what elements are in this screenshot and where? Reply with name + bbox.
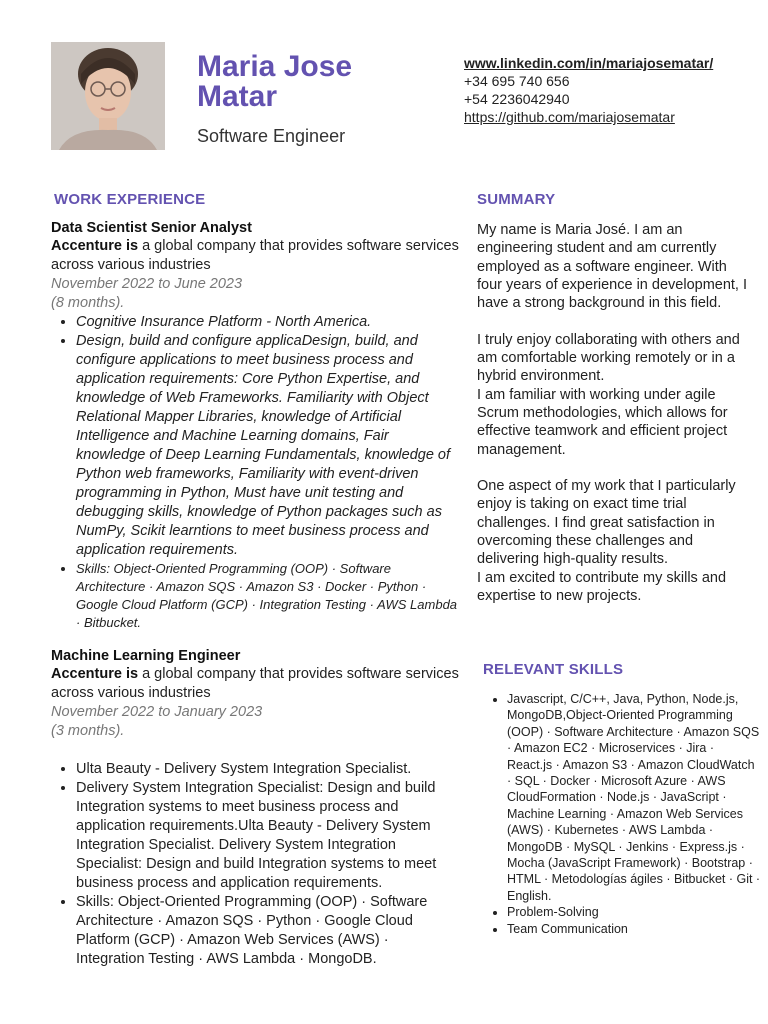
job-1-duration: (8 months). [51, 295, 125, 311]
phone-1: +34 695 740 656 [464, 73, 570, 89]
summary-paragraph-2: I truly enjoy collaborating with others and am comfortable working remotely or in a hybrid environment. [477, 331, 740, 385]
skills-heading: RELEVANT SKILLS [483, 661, 624, 678]
job-1-dates: November 2022 to June 2023 [51, 276, 243, 292]
job-1 [51, 219, 461, 632]
job-2-title: Machine Learning Engineer [51, 648, 241, 664]
linkedin-link[interactable]: www.linkedin.com/in/mariajosematar/ [464, 55, 714, 71]
list-item: • Team Communication [507, 921, 762, 937]
job-2-duration: (3 months). [51, 723, 125, 739]
job-title-header: Software Engineer [197, 126, 346, 146]
job-1-bullets [51, 313, 461, 632]
list-item: • Skills: Object-Oriented Programming (OOP) · Software Architecture · Amazon SQS · Amazon S3 · Docker · Python · Google Cloud Platform (GCP) · Integration Testing · AWS Lambda · Bitbucket. [76, 560, 461, 632]
name-line-1: Maria Jose [197, 50, 353, 83]
summary-paragraph-1: My name is Maria José. I am an engineering student and am currently employed as a software engineer. With four years of experience in development, I have a strong background in this field. [477, 222, 748, 312]
job-2-dates: November 2022 to January 2023 [51, 704, 263, 720]
spacer [477, 312, 747, 330]
job-1-company [51, 237, 461, 275]
summary-paragraph-4: One aspect of my work that I particularly enjoy is taking on exact time trial challenges. I find great satisfaction in overcoming these challenges and delivering high-quality results. [477, 478, 736, 568]
list-item: • Skills: Object-Oriented Programming (OOP) · Software Architecture · Amazon SQS · Python · Google Cloud Platform (GCP) · Amazon Web Services (AWS) · Integration Testing · AWS Lambda · MongoDB. [76, 893, 461, 969]
job-1-company-bold: Accenture is [51, 238, 139, 254]
job-2-company-rest: a global company that provides software services across various industries [51, 666, 459, 701]
job-1-company-rest: a global company that provides software services across various industries [51, 238, 459, 273]
name-line-2: Matar [197, 80, 278, 113]
list-item: • Design, build and configure applicaDesign, build, and configure applications to meet business process and application requirements: Core Python Expertise, and knowledge of Web Frameworks. Familiarity with Object Relational Mapper Libraries, knowledge of Artificial Intelligence and Machine Learning domains, Fair knowledge of Deep Learning Fundamentals, knowledge of Python web frameworks, Familiarity with event-driven programming in Python, Must have unit testing and debugging skills, knowledge of Python packages such as NumPy, Scikit learntions to meet business process and application requirements. [76, 332, 461, 560]
summary-paragraph-3: I am familiar with working under agile Scrum methodologies, which allows for effective teamwork and efficient project management. [477, 386, 728, 458]
job-2-bullets [51, 760, 461, 969]
github-link[interactable]: https://github.com/mariajosematar [464, 109, 675, 125]
summary-heading: SUMMARY [477, 191, 556, 208]
phone-2: +54 2236042940 [464, 91, 570, 107]
profile-photo [51, 42, 165, 150]
list-item: • Ulta Beauty - Delivery System Integration Specialist. [76, 760, 461, 779]
list-item: • Problem-Solving [507, 904, 762, 920]
spacer [477, 459, 747, 477]
skills-list [482, 691, 762, 937]
list-item: • Javascript, C/C++, Java, Python, Node.js, MongoDB,Object-Oriented Programming (OOP) · Software Architecture · Amazon SQS · Amazon EC2 · Microservices · Jira · React.js · Amazon S3 · Amazon CloudWatch · SQL · Docker · Microsoft Azure · AWS CloudFormation · Node.js · JavaScript · Machine Learning · Amazon Web Services (AWS) · Kubernetes · AWS Lambda · MongoDB · MySQL · Jenkins · Express.js · Mocha (JavaScript Framework) · Bootstrap · HTML · Metodologías ágiles · Bitbucket · Git · English. [507, 691, 762, 904]
job-2-company-bold: Accenture is [51, 666, 139, 682]
contact-block [464, 54, 713, 126]
candidate-name [197, 52, 437, 112]
job-2-company [51, 665, 461, 703]
list-item: • Delivery System Integration Specialist: Design and build Integration systems to meet business process and application requirements.Ulta Beauty - Delivery System Integration Specialist. Delivery System Integration Specialist: Design and build Integration systems to meet business process and application requirements. [76, 779, 461, 893]
job-1-title: Data Scientist Senior Analyst [51, 220, 252, 236]
spacer [51, 741, 461, 760]
job-2 [51, 647, 461, 969]
summary-paragraph-5: I am excited to contribute my skills and expertise to new projects. [477, 569, 727, 604]
work-experience-heading: WORK EXPERIENCE [54, 191, 206, 208]
list-item: • Cognitive Insurance Platform - North America. [76, 313, 461, 332]
summary-text [477, 221, 747, 605]
